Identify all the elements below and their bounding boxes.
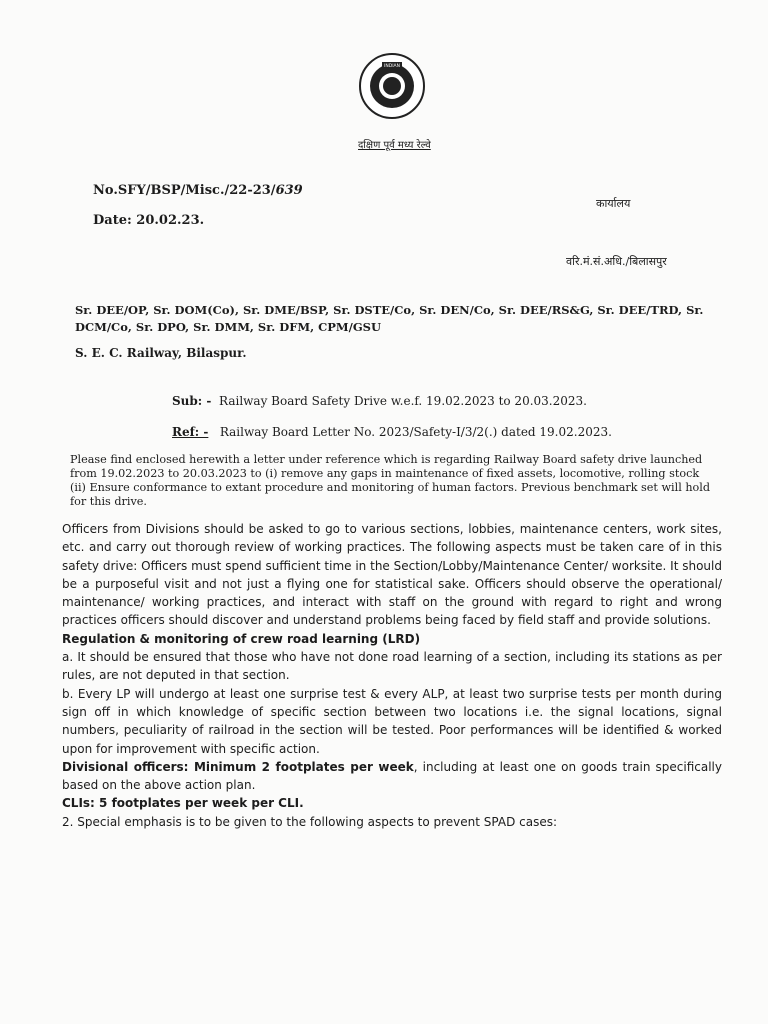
intro-paragraph-part1: Please find enclosed herewith a letter under reference which is regarding Railway Board safety drive launched from 19.02.2023 to 20.03.2023 to (i) remove any gaps in maintenance of fixed assets, locomotive, rolling stock — [70, 453, 703, 480]
railway-emblem-icon — [358, 52, 426, 120]
reference-label: Ref: - — [172, 425, 209, 439]
intro-paragraph — [70, 453, 722, 509]
addressee-organization: S. E. C. Railway, Bilaspur. — [75, 346, 247, 360]
point-b: b. Every LP will undergo at least one surprise test & every ALP, at least two surprise tests per month during sign off in which knowledge of specific section between two locations i.e. the signal locations, signal numbers, peculiarity of railroad in the section will be tested. Poor performances will be identified & worked upon for improvement with specific action. — [62, 686, 722, 756]
point-2: 2. Special emphasis is to be given to the following aspects to prevent SPAD cases: — [62, 814, 558, 829]
sender-office-hindi: वरि.मं.सं.अधि./बिलासपुर — [566, 255, 667, 268]
letter-body — [62, 520, 722, 831]
reference-text: Railway Board Letter No. 2023/Safety-I/3/2(.) dated 19.02.2023. — [219, 425, 612, 439]
reference-number-text: No.SFY/BSP/Misc./22-23/ — [93, 183, 276, 198]
lrd-heading: Regulation & monitoring of crew road learning (LRD) — [62, 631, 421, 646]
point-a: a. It should be ensured that those who have not done road learning of a section, including its stations as per rules, are not deputed in that section. — [62, 650, 722, 683]
divisional-officers-rest: , including at least one on goods train specifically based on the above action plan. — [62, 759, 722, 793]
letter-date: Date: 20.02.23. — [93, 213, 205, 228]
svg-text:INDIAN: INDIAN — [384, 64, 400, 69]
intro-paragraph-part2: (ii) Ensure conformance to extant procedure and monitoring of human factors. Previous benchmark set will hold for this drive. — [70, 481, 711, 508]
subject-text: Railway Board Safety Drive w.e.f. 19.02.2023 to 20.03.2023. — [219, 394, 587, 408]
hindi-railway-title: दक्षिण पूर्व मध्य रेल्वे — [358, 140, 431, 151]
officers-paragraph: Officers from Divisions should be asked to go to various sections, lobbies, maintenance centers, work sites, etc. and carry out thorough review of working practices. The following aspects must be taken care of in this safety drive: Officers must spend sufficient time in the Section/Lobby/Maintenance Center/ worksite. It should be a purposeful visit and not just a flying one for statistical sake. Officers should observe the operational/ maintenance/ working practices, and interact with staff on the ground with regard to right and wrong practices officers should discover and understand problems being faced by field staff and provide solutions. — [62, 522, 722, 628]
reference-number — [93, 183, 303, 198]
addressee-list: Sr. DEE/OP, Sr. DOM(Co), Sr. DME/BSP, Sr. DSTE/Co, Sr. DEN/Co, Sr. DEE/RS&G, Sr. DEE/TRD, Sr. DCM/Co, Sr. DPO, Sr. DMM, Sr. DFM, CPM/GSU — [75, 303, 704, 334]
clis-line: CLIs: 5 footplates per week per CLI. — [62, 796, 304, 811]
divisional-officers-bold: Divisional officers: Minimum 2 footplates per week — [62, 759, 414, 774]
reference-line — [172, 425, 612, 439]
office-label-hindi: कार्यालय — [596, 197, 631, 210]
subject-label: Sub: - — [172, 394, 212, 408]
subject-line — [172, 394, 587, 408]
handwritten-number: 639 — [275, 183, 303, 198]
divisional-officers-line — [62, 758, 722, 795]
